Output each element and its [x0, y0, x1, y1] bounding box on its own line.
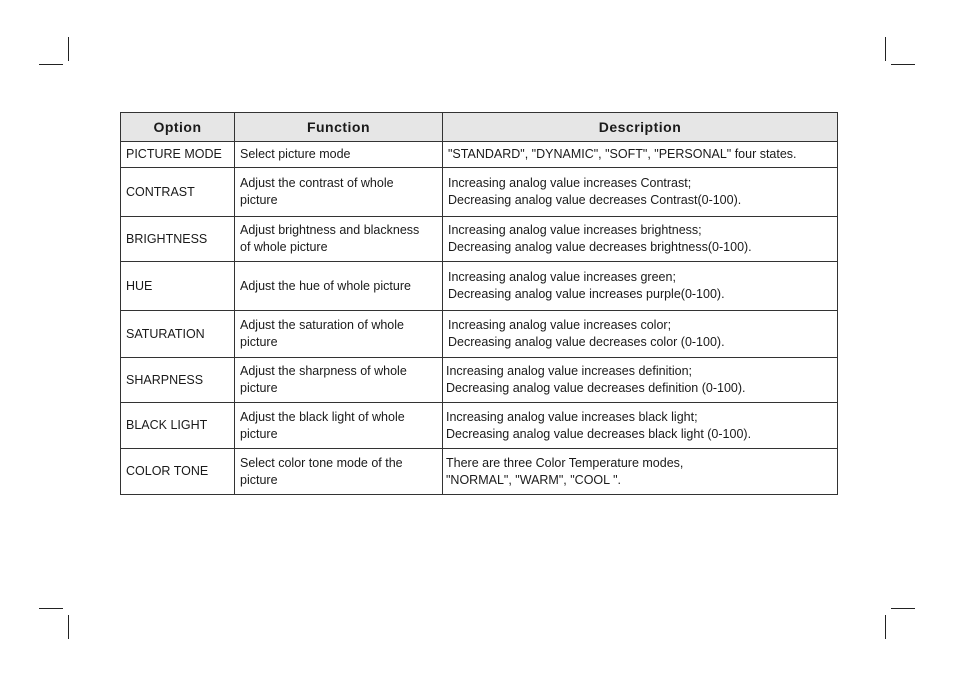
table-row: [121, 217, 838, 262]
description-cell: Increasing analog value increases green; Decreasing analog value increases purple(0-100).: [443, 262, 838, 311]
table-row: [121, 449, 838, 495]
description-cell: Increasing analog value increases Contrast; Decreasing analog value decreases Contrast(0-100).: [443, 168, 838, 217]
option-cell: SATURATION: [121, 311, 235, 358]
crop-mark-bottom-right-h: [891, 608, 915, 609]
crop-mark-bottom-left-v: [68, 615, 69, 639]
description-cell: Increasing analog value increases brightness; Decreasing analog value decreases brightness(0-100).: [443, 217, 838, 262]
crop-mark-bottom-left-h: [39, 608, 63, 609]
function-cell: Adjust the contrast of whole picture: [235, 168, 443, 217]
option-cell: PICTURE MODE: [121, 142, 235, 168]
table-header-row: [121, 113, 838, 142]
description-cell: There are three Color Temperature modes, "NORMAL", "WARM", "COOL ".: [443, 449, 838, 495]
header-function: Function: [235, 113, 443, 142]
header-description: Description: [443, 113, 838, 142]
function-cell: Select color tone mode of the picture: [235, 449, 443, 495]
function-cell: Adjust the hue of whole picture: [235, 262, 443, 311]
crop-mark-bottom-right-v: [885, 615, 886, 639]
table-row: [121, 142, 838, 168]
function-cell: Adjust the saturation of whole picture: [235, 311, 443, 358]
function-cell: Adjust brightness and blackness of whole picture: [235, 217, 443, 262]
table-row: [121, 403, 838, 449]
option-cell: HUE: [121, 262, 235, 311]
description-cell: Increasing analog value increases color; Decreasing analog value decreases color (0-100).: [443, 311, 838, 358]
function-cell: Adjust the black light of whole picture: [235, 403, 443, 449]
function-cell: Adjust the sharpness of whole picture: [235, 358, 443, 403]
option-cell: SHARPNESS: [121, 358, 235, 403]
table-row: [121, 262, 838, 311]
option-cell: CONTRAST: [121, 168, 235, 217]
option-cell: BRIGHTNESS: [121, 217, 235, 262]
table-row: [121, 311, 838, 358]
crop-mark-top-left-h: [39, 64, 63, 65]
function-cell: Select picture mode: [235, 142, 443, 168]
description-cell: "STANDARD", "DYNAMIC", "SOFT", "PERSONAL" four states.: [443, 142, 838, 168]
crop-mark-top-right-v: [885, 37, 886, 61]
header-option: Option: [121, 113, 235, 142]
table-row: [121, 358, 838, 403]
picture-options-table: [120, 112, 838, 495]
description-cell: Increasing analog value increases definition; Decreasing analog value decreases definition (0-100).: [443, 358, 838, 403]
option-cell: COLOR TONE: [121, 449, 235, 495]
crop-mark-top-right-h: [891, 64, 915, 65]
option-cell: BLACK LIGHT: [121, 403, 235, 449]
table-row: [121, 168, 838, 217]
description-cell: Increasing analog value increases black light; Decreasing analog value decreases black light (0-100).: [443, 403, 838, 449]
crop-mark-top-left-v: [68, 37, 69, 61]
